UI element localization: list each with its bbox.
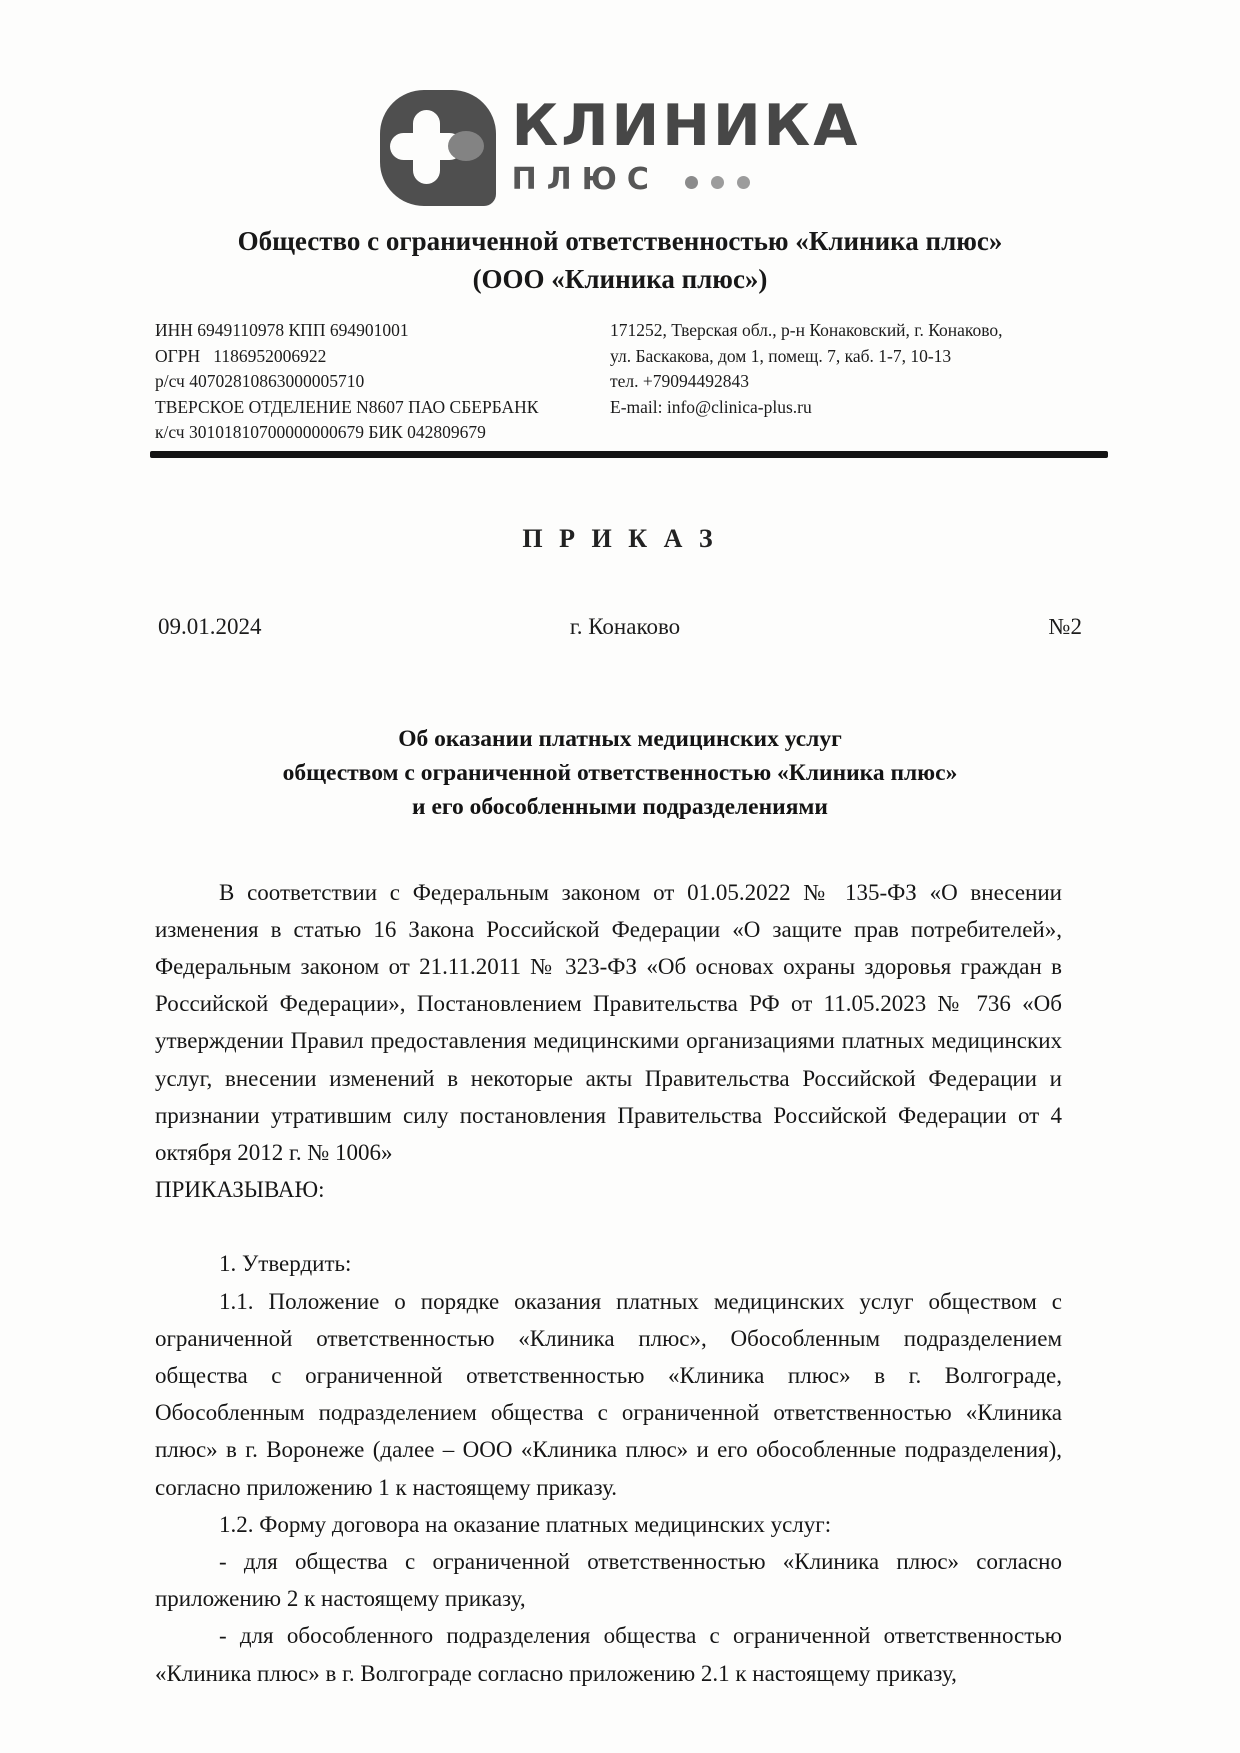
logo-blob-shape xyxy=(448,131,484,161)
company-name-line1: Общество с ограниченной ответственностью «Клиника плюс» xyxy=(237,226,1003,256)
logo-dots-icon xyxy=(685,176,750,189)
order-title-line2: обществом с ограниченной ответственностью «Клиника плюс» xyxy=(282,759,958,786)
requisites-contact-column xyxy=(610,318,1120,446)
order-title xyxy=(0,722,1240,824)
email-line: E-mail: info@clinica-plus.ru xyxy=(610,396,812,417)
inn-kpp-line: ИНН 6949110978 КПП 694901001 xyxy=(155,320,409,340)
settlement-account-line: р/сч 40702810863000005710 xyxy=(155,371,365,391)
logo-title: КЛИНИКА xyxy=(511,93,861,159)
phone-line: тел. +79094492843 xyxy=(610,371,750,391)
corr-account-bik-line: к/сч 30101810700000000679 БИК 042809679 xyxy=(155,422,486,442)
item-1-line: 1. Утвердить: xyxy=(219,1251,352,1277)
address-line2: ул. Баскакова, дом 1, помещ. 7, каб. 1-7, 10-13 xyxy=(610,345,952,366)
order-heading: П Р И К А З xyxy=(522,523,718,553)
letterhead-divider xyxy=(150,451,1108,458)
company-name xyxy=(0,222,1240,298)
ogrn-line: ОГРН 1186952006922 xyxy=(155,345,327,366)
order-date: 09.01.2024 xyxy=(158,613,262,639)
cross-plus-icon xyxy=(380,90,496,206)
order-meta-row xyxy=(0,614,1240,640)
item-1-2-dash2-paragraph: - для обособленного подразделения общества с ограниченной ответственностью «Клиника плюс» в г. Волгограде согласно приложению 2.1 к настоящему приказу, xyxy=(155,1623,1062,1686)
requisites-bank-column xyxy=(155,318,610,446)
requisites-block xyxy=(0,318,1240,446)
order-title-line3: и его обособленными подразделениями xyxy=(412,793,828,820)
item-1-2-line: 1.2. Форму договора на оказание платных медицинских услуг: xyxy=(219,1511,832,1537)
order-body xyxy=(0,874,1240,1692)
logo-text-block xyxy=(512,90,861,197)
item-1-1-paragraph: 1.1. Положение о порядке оказания платных медицинских услуг обществом с ограниченной ответственностью «Клиника плюс», Обособленным подразделением общества с ограниченной ответственностью «Клиника плюс» в г. Волгограде, Обособленным подразделением общества с ограниченной ответственностью «Клиника плюс» в г. Воронеже (далее – ООО «Клиника плюс» и его обособленные подразделения), согласно приложению 1 к настоящему приказу. xyxy=(155,1288,1062,1500)
company-name-line2: (ООО «Клиника плюс») xyxy=(472,264,768,294)
order-title-line1: Об оказании платных медицинских услуг xyxy=(398,725,842,752)
order-number: №2 xyxy=(1048,613,1082,639)
item-1-2-dash1-paragraph: - для общества с ограниченной ответственностью «Клиника плюс» согласно приложению 2 к настоящему приказу, xyxy=(155,1548,1062,1612)
bank-branch-line: ТВЕРСКОЕ ОТДЕЛЕНИЕ N8607 ПАО СБЕРБАНК xyxy=(155,396,539,417)
address-line1: 171252, Тверская обл., р-н Конаковский, г. Конаково, xyxy=(610,320,1003,340)
logo-subtitle-row xyxy=(512,162,861,197)
order-place: г. Конаково xyxy=(569,613,681,639)
preamble-paragraph: В соответствии с Федеральным законом от 01.05.2022 № 135-ФЗ «О внесении изменения в статью 16 Закона Российской Федерации «О защите прав потребителей», Федеральным законом от 21.11.2011 № 323-ФЗ «Об основах охраны здоровья граждан в Российской Федерации», Постановлением Правительства РФ от 11.05.2023 № 736 «Об утверждении Правил предоставления медицинскими организациями платных медицинских услуг, внесении изменений в некоторые акты Правительства Российской Федерации и признании утратившим силу постановления Правительства Российской Федерации от 4 октября 2012 г. № 1006» xyxy=(155,879,1062,1165)
logo-subtitle: ПЛЮС xyxy=(511,162,659,197)
clinic-logo xyxy=(0,0,1240,206)
prikazyvayu-line: ПРИКАЗЫВАЮ: xyxy=(155,1177,325,1203)
